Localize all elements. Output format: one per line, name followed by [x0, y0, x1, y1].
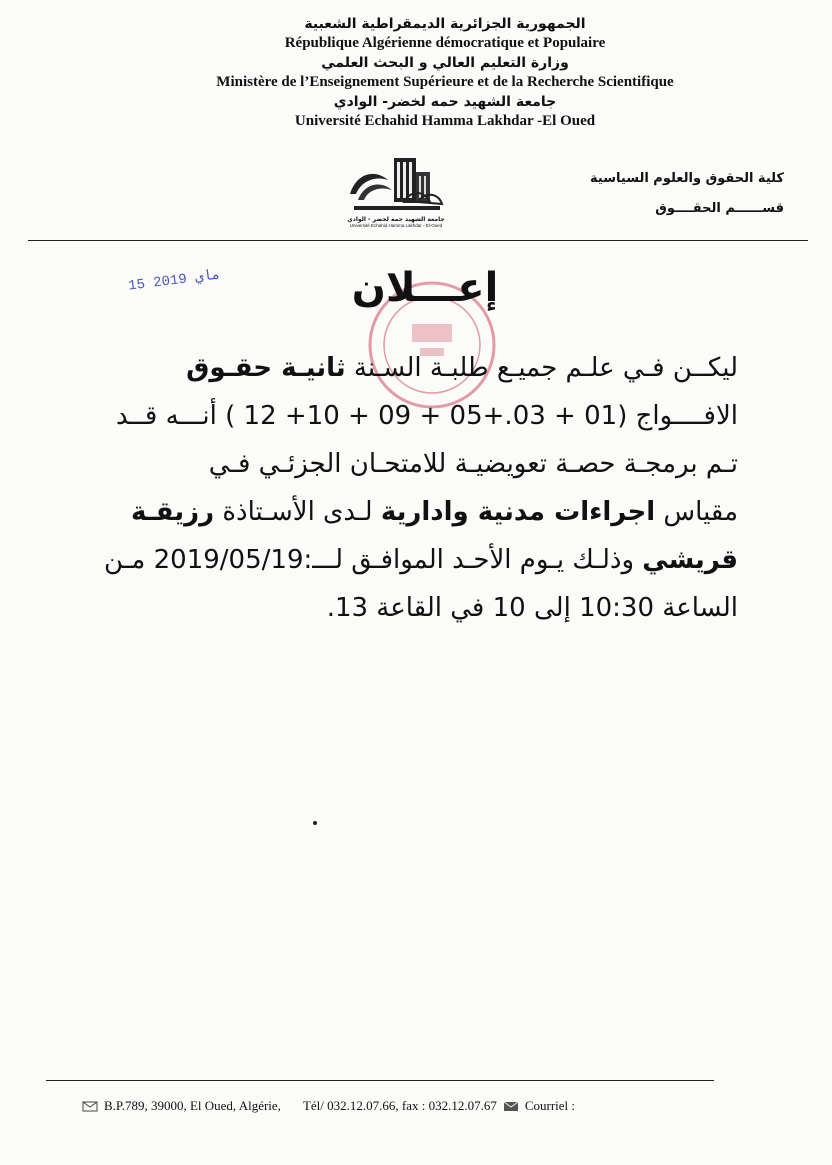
letterhead	[150, 14, 740, 131]
university-logo	[344, 150, 448, 228]
logo-caption-arabic: جامعة الشهيد حمه لخضر - الوادي	[347, 216, 445, 223]
announcement-title: إعـــلان	[351, 265, 499, 311]
footer-contact	[82, 1098, 575, 1114]
announcement-body	[98, 344, 738, 632]
postal-address: B.P.789, 39000, El Oued, Algérie,	[104, 1098, 281, 1113]
body-line-5: قريشي وذلـك يـوم الأحـد الموافـق لـــ:2019/05/19 مـن	[104, 545, 738, 575]
date-stamp: 15 ماي 2019	[127, 267, 222, 295]
body-line-3: تـم برمجـة حصـة تعويضيـة للامتحـان الجزئـي فـي	[208, 449, 738, 479]
body-line-4: مقياس اجراءات مدنية وادارية لـدى الأسـتاذة رزيقـة	[131, 497, 738, 527]
university-arabic: جامعة الشهيد حمه لخضر- الوادي	[333, 94, 557, 110]
email-label: Courriel :	[524, 1098, 576, 1113]
ministry-arabic: وزارة التعليم العالي و البحث العلمي	[321, 55, 569, 71]
university-logo-icon	[344, 150, 448, 216]
header-divider	[28, 240, 808, 241]
faculty-name: كلية الحقوق والعلوم السياسية	[590, 171, 784, 186]
logo-caption-french: Université Echahid Hamma Lakhdar - El-Oued	[349, 223, 443, 228]
email-icon	[503, 1100, 519, 1112]
republic-french: République Algérienne démocratique et Populaire	[284, 35, 606, 51]
mailbox-icon	[82, 1100, 98, 1112]
republic-arabic: الجمهورية الجزائرية الديمقراطية الشعبية	[304, 16, 586, 32]
footer-divider	[46, 1080, 714, 1081]
ministry-french: Ministère de l’Enseignement Supérieure et de la Recherche Scientifique	[216, 74, 674, 90]
ink-dot	[313, 821, 317, 825]
department-name: قســــــم الحقــــوق	[655, 201, 784, 216]
body-line-1: ليكــن فـي علـم جميـع طلبـة السـنة ثانيـة حقـوق	[186, 353, 738, 383]
body-line-6: الساعة 10:30 إلى 10 في القاعة 13.	[326, 593, 738, 623]
faculty-block	[524, 170, 784, 218]
phone-fax: Tél/ 032.12.07.66, fax : 032.12.07.67	[302, 1098, 497, 1113]
body-line-2: الافــــواج (01 + 03.+05 + 09 + 10+ 12 ) أنـــه قــد	[116, 401, 738, 431]
university-french: Université Echahid Hamma Lakhdar -El Oued	[294, 113, 596, 129]
